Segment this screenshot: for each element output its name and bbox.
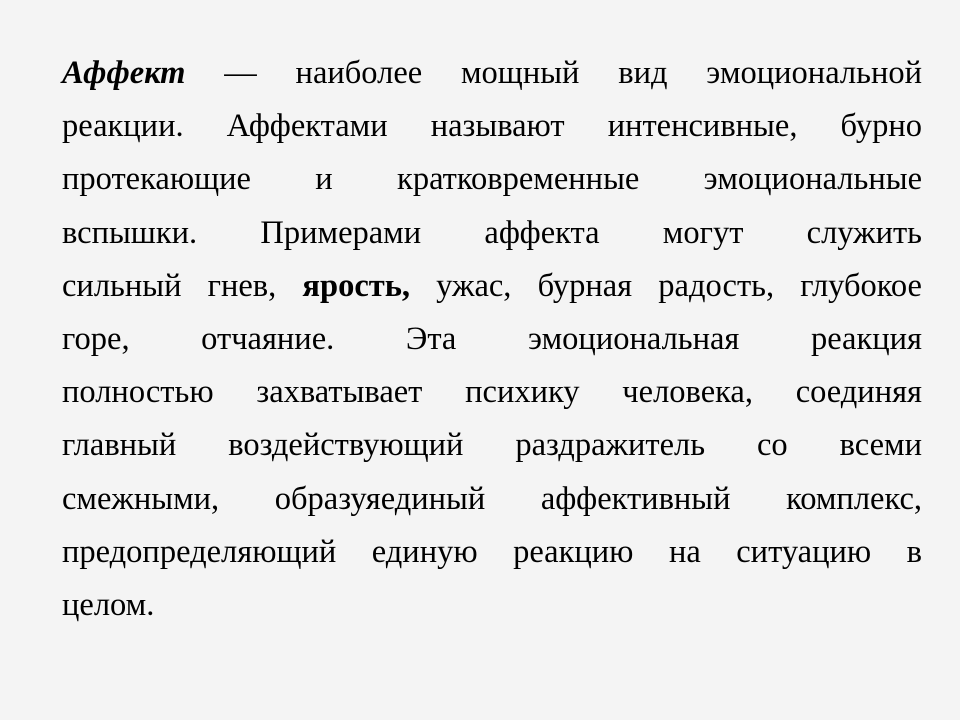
text-line-6: горе, отчаяние. Эта эмоциональная реакция [62, 320, 922, 357]
line5-after: ужас, бурная радость, глубокое [410, 267, 922, 304]
text-line-4: вспышки. Примерами аффекта могут служить [62, 214, 922, 251]
text-line-7: полностью захватывает психику человека, соединяя [62, 374, 922, 411]
text-line-9: смежными, образуяединый аффективный комплекс, [62, 480, 922, 517]
definition-paragraph [62, 47, 922, 632]
text-line-11: целом. [62, 586, 155, 623]
term-affect: Аффект [62, 55, 186, 91]
text-line-5 [62, 260, 922, 313]
emphasis-rage: ярость, [302, 267, 411, 304]
definition-intro: — наиболее мощный вид эмоциональной [185, 55, 922, 91]
text-line-10: предопределяющий единую реакцию на ситуацию в [62, 533, 922, 570]
line5-before: сильный гнев, [62, 267, 303, 304]
text-line-1 [62, 47, 922, 100]
text-line-3: протекающие и кратковременные эмоциональные [62, 161, 922, 198]
text-line-8: главный воздействующий раздражитель со всеми [62, 427, 922, 464]
text-line-2: реакции. Аффектами называют интенсивные, бурно [62, 108, 922, 145]
